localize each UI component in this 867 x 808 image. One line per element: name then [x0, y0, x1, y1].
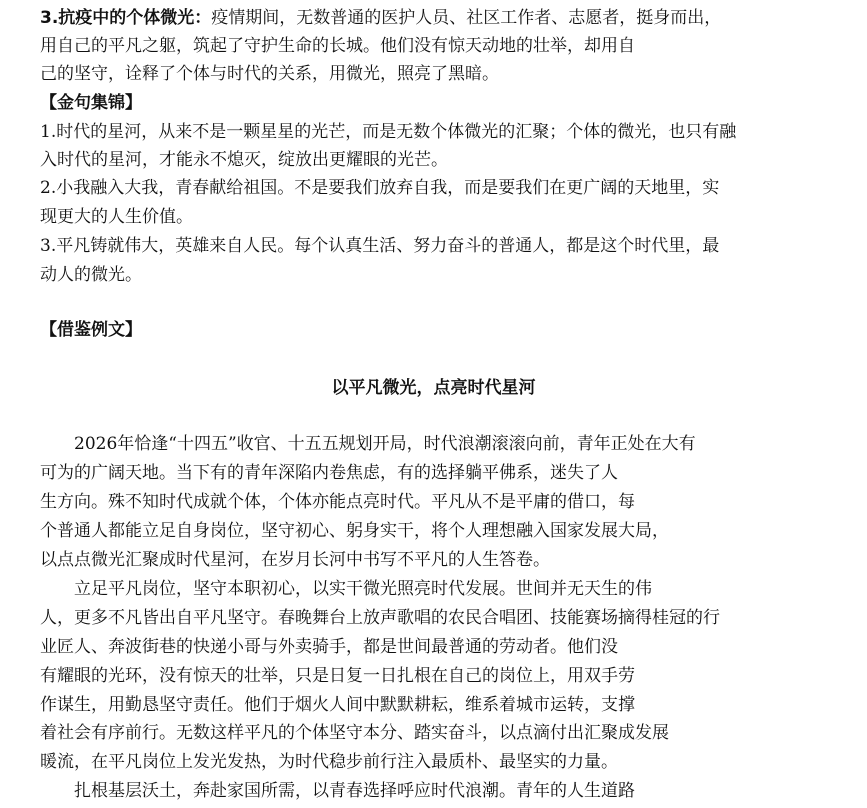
essay-section-heading: 【借鉴例文】: [40, 320, 142, 340]
essay-line: 生方向。殊不知时代成就个体，个体亦能点亮时代。平凡从不是平庸的借口，每: [40, 492, 635, 512]
quote-line: 入时代的星河，才能永不熄灭，绽放出更耀眼的光芒。: [40, 150, 448, 170]
section3-line-2: 用自己的平凡之躯，筑起了守护生命的长城。他们没有惊天动地的壮举，却用自: [40, 36, 635, 56]
essay-line: 2026年恰逢“十四五”收官、十五五规划开局，时代浪潮滚滚向前，青年正处在大有: [74, 434, 696, 454]
essay-line: 暖流，在平凡岗位上发光发热，为时代稳步前行注入最质朴、最坚实的力量。: [40, 752, 618, 772]
section3-heading: 3.抗疫中的个体微光：: [40, 8, 212, 28]
essay-line: 作谋生，用勤恳坚守责任。他们于烟火人间中默默耕耘，维系着城市运转，支撑: [40, 695, 635, 715]
quote-line: 动人的微光。: [40, 265, 142, 285]
section3-line-1: [40, 6, 721, 30]
quote-line: 现更大的人生价值。: [40, 207, 193, 227]
essay-line: 着社会有序前行。无数这样平凡的个体坚守本分、踏实奋斗，以点滴付出汇聚成发展: [40, 723, 669, 743]
quotes-heading: 【金句集锦】: [40, 93, 142, 113]
essay-line: 可为的广阔天地。当下有的青年深陷内卷焦虑，有的选择躺平佛系，迷失了人: [40, 463, 618, 483]
quote-line: 3.平凡铸就伟大，英雄来自人民。每个认真生活、努力奋斗的普通人，都是这个时代里，最: [40, 236, 720, 256]
essay-line: 业匠人、奔波街巷的快递小哥与外卖骑手，都是世间最普通的劳动者。他们没: [40, 637, 618, 657]
essay-line: 扎根基层沃土，奔赴家国所需，以青春选择呼应时代浪潮。青年的人生道路: [74, 781, 635, 801]
essay-title: 以平凡微光，点亮时代星河: [331, 378, 536, 398]
quote-line: 1.时代的星河，从来不是一颗星星的光芒，而是无数个体微光的汇聚；个体的微光，也只有融: [40, 122, 737, 142]
essay-line: 个普通人都能立足自身岗位，坚守初心、躬身实干，将个人理想融入国家发展大局，: [40, 521, 669, 541]
essay-line: 人，更多不凡皆出自平凡坚守。春晚舞台上放声歌唱的农民合唱团、技能赛场摘得桂冠的行: [40, 608, 720, 628]
section3-line-1-text: 疫情期间，无数普通的医护人员、社区工作者、志愿者，挺身而出，: [211, 8, 722, 28]
essay-line: 立足平凡岗位，坚守本职初心，以实干微光照亮时代发展。世间并无天生的伟: [74, 579, 652, 599]
essay-line: 以点点微光汇聚成时代星河，在岁月长河中书写不平凡的人生答卷。: [40, 550, 550, 570]
quote-line: 2.小我融入大我，青春献给祖国。不是要我们放弃自我，而是要我们在更广阔的天地里，实: [40, 178, 720, 198]
section3-line-3: 己的坚守，诠释了个体与时代的关系，用微光，照亮了黑暗。: [40, 64, 499, 84]
essay-line: 有耀眼的光环，没有惊天的壮举，只是日复一日扎根在自己的岗位上，用双手劳: [40, 666, 635, 686]
